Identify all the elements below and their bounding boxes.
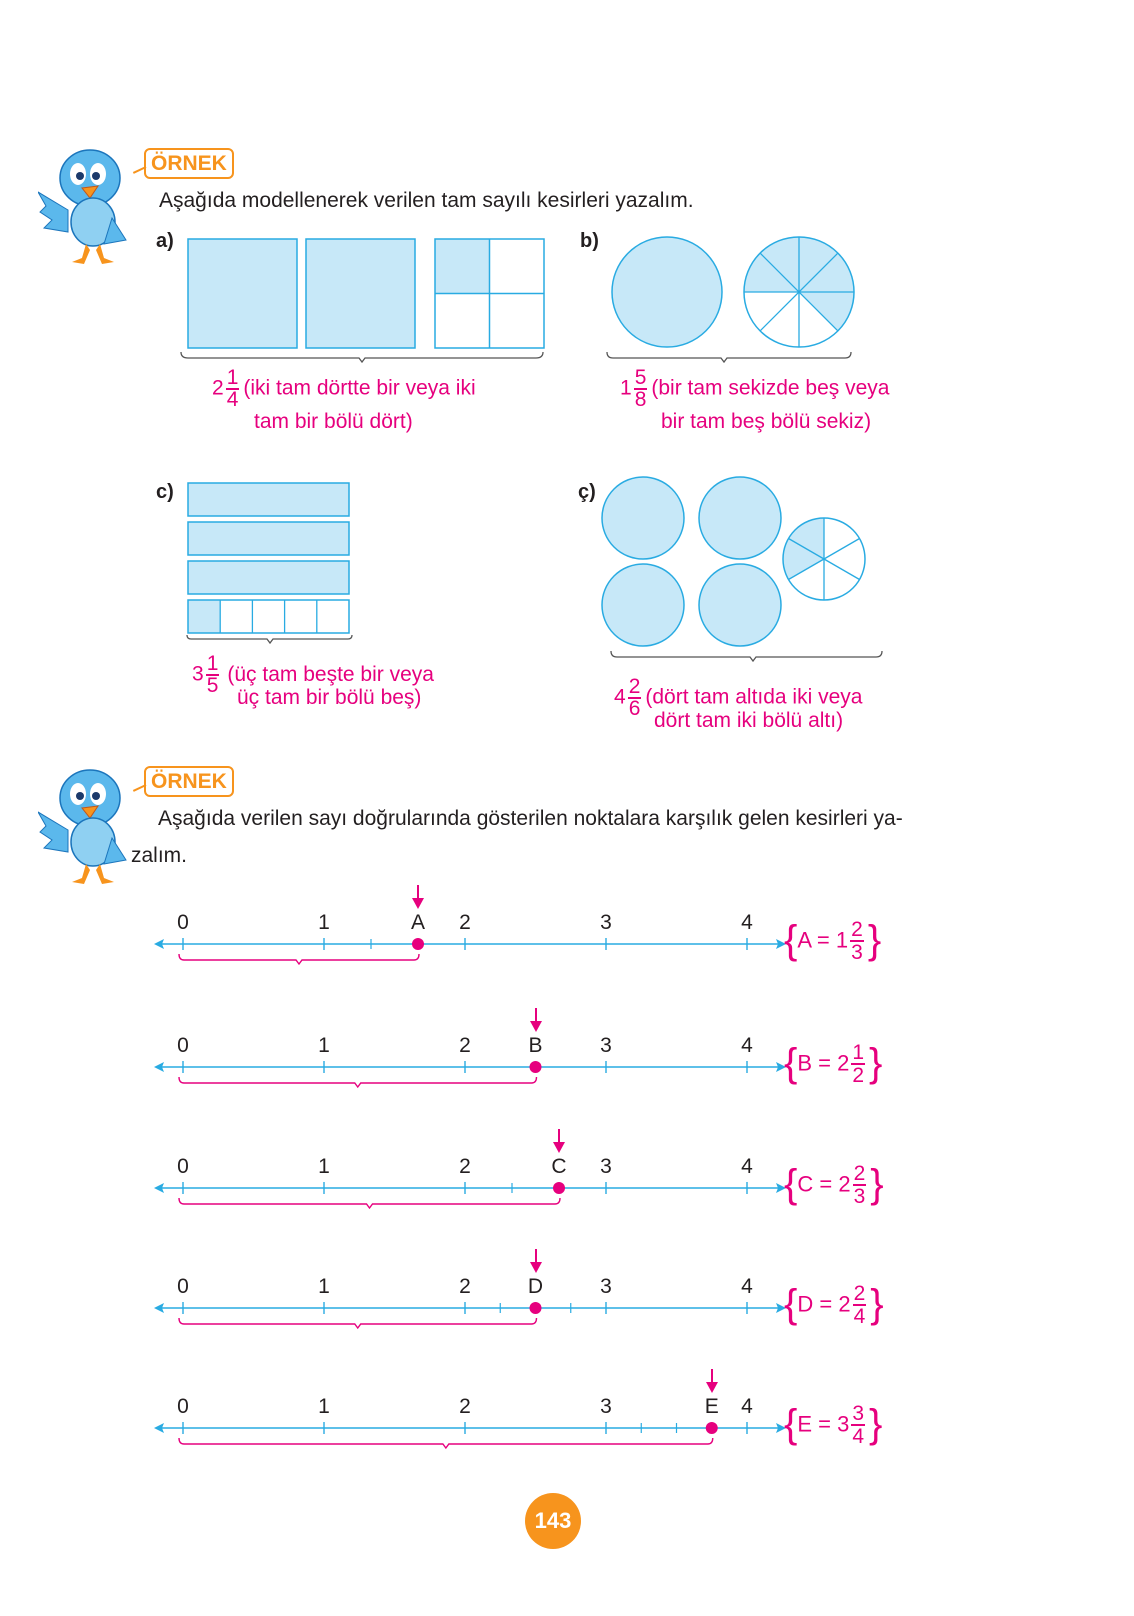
tick-label: 0	[177, 1155, 189, 1178]
tick-label: 1	[318, 1275, 330, 1298]
tick-label: 2	[459, 1155, 471, 1178]
answer-a-line2: tam bir bölü dört)	[254, 410, 413, 433]
pointer-arrow-icon	[552, 1129, 566, 1155]
tick-label: 0	[177, 1395, 189, 1418]
tick-label: 2	[459, 1395, 471, 1418]
example2-instruction-line1: Aşağıda verilen sayı doğrularında gösterilen noktalara karşılık gelen kesirleri ya-	[158, 807, 903, 830]
tick-label: 3	[600, 1395, 612, 1418]
page-number: 143	[525, 1493, 581, 1549]
model-b-circles	[605, 230, 860, 365]
example2-instruction-line2: zalım.	[131, 844, 188, 867]
model-a-squares	[180, 230, 560, 365]
tick-label: 3	[600, 1155, 612, 1178]
result-equation: {A = 1 $\frac{2}{3}$ }	[784, 917, 882, 964]
model-c-cedilla-circles	[600, 475, 890, 665]
tick-label: 0	[177, 1275, 189, 1298]
point-label: B	[528, 1034, 543, 1057]
tick-label: 2	[459, 911, 471, 934]
model-c-bars	[183, 480, 363, 640]
result-equation: {D = 2 $\frac{2}{4}$ }	[784, 1281, 884, 1328]
tick-label: 4	[741, 1155, 753, 1178]
item-c-label: c)	[156, 481, 174, 503]
tick-label: 0	[177, 1034, 189, 1057]
item-b-label: b)	[580, 230, 599, 252]
tick-label: 4	[741, 1275, 753, 1298]
tick-label: 1	[318, 1034, 330, 1057]
answer-c: 3 $\frac{1}{5}$ (üç tam beşte bir veya	[192, 652, 434, 697]
tick-label: 1	[318, 911, 330, 934]
bird-mascot-icon	[38, 140, 138, 270]
answer-c-cedilla: 4 $\frac{2}{6}$ (dört tam altıda iki veya	[614, 675, 863, 720]
item-a-label: a)	[156, 230, 174, 252]
pointer-arrow-icon	[529, 1249, 543, 1275]
example1-instruction: Aşağıda modellenerek verilen tam sayılı kesirleri yazalım.	[159, 189, 694, 212]
point-label: A	[410, 911, 426, 934]
tick-label: 0	[177, 911, 189, 934]
point-label: C	[551, 1155, 567, 1178]
brace-c	[186, 634, 356, 648]
tick-label: 4	[741, 911, 753, 934]
answer-b-line2: bir tam beş bölü sekiz)	[661, 410, 872, 433]
tick-label: 1	[318, 1395, 330, 1418]
answer-a: 2 $\frac{1}{4}$ (iki tam dörtte bir veya iki	[212, 366, 476, 411]
tick-label: 1	[318, 1155, 330, 1178]
bird-mascot-icon	[38, 760, 138, 890]
result-equation: {C = 2 $\frac{2}{3}$ }	[784, 1161, 884, 1208]
tick-label: 4	[741, 1034, 753, 1057]
tick-label: 2	[459, 1275, 471, 1298]
answer-c-line2: üç tam bir bölü beş)	[237, 686, 422, 709]
answer-c-cedilla-line2: dört tam iki bölü altı)	[654, 709, 844, 732]
pointer-arrow-icon	[411, 885, 425, 911]
example-badge: ÖRNEK	[144, 148, 234, 179]
tick-label: 4	[741, 1395, 753, 1418]
result-equation: {E = 3 $\frac{3}{4}$ }	[784, 1401, 883, 1448]
result-equation: {B = 2 $\frac{1}{2}$ }	[784, 1040, 883, 1087]
point-label: E	[704, 1395, 719, 1418]
item-c-cedilla-label: ç)	[578, 481, 596, 503]
tick-label: 2	[459, 1034, 471, 1057]
pointer-arrow-icon	[705, 1369, 719, 1395]
pointer-arrow-icon	[529, 1008, 543, 1034]
tick-label: 3	[600, 911, 612, 934]
answer-b: 1 $\frac{5}{8}$ (bir tam sekizde beş veya	[620, 366, 890, 411]
tick-label: 3	[600, 1034, 612, 1057]
example-badge: ÖRNEK	[144, 766, 234, 797]
tick-label: 3	[600, 1275, 612, 1298]
point-label: D	[527, 1275, 544, 1298]
